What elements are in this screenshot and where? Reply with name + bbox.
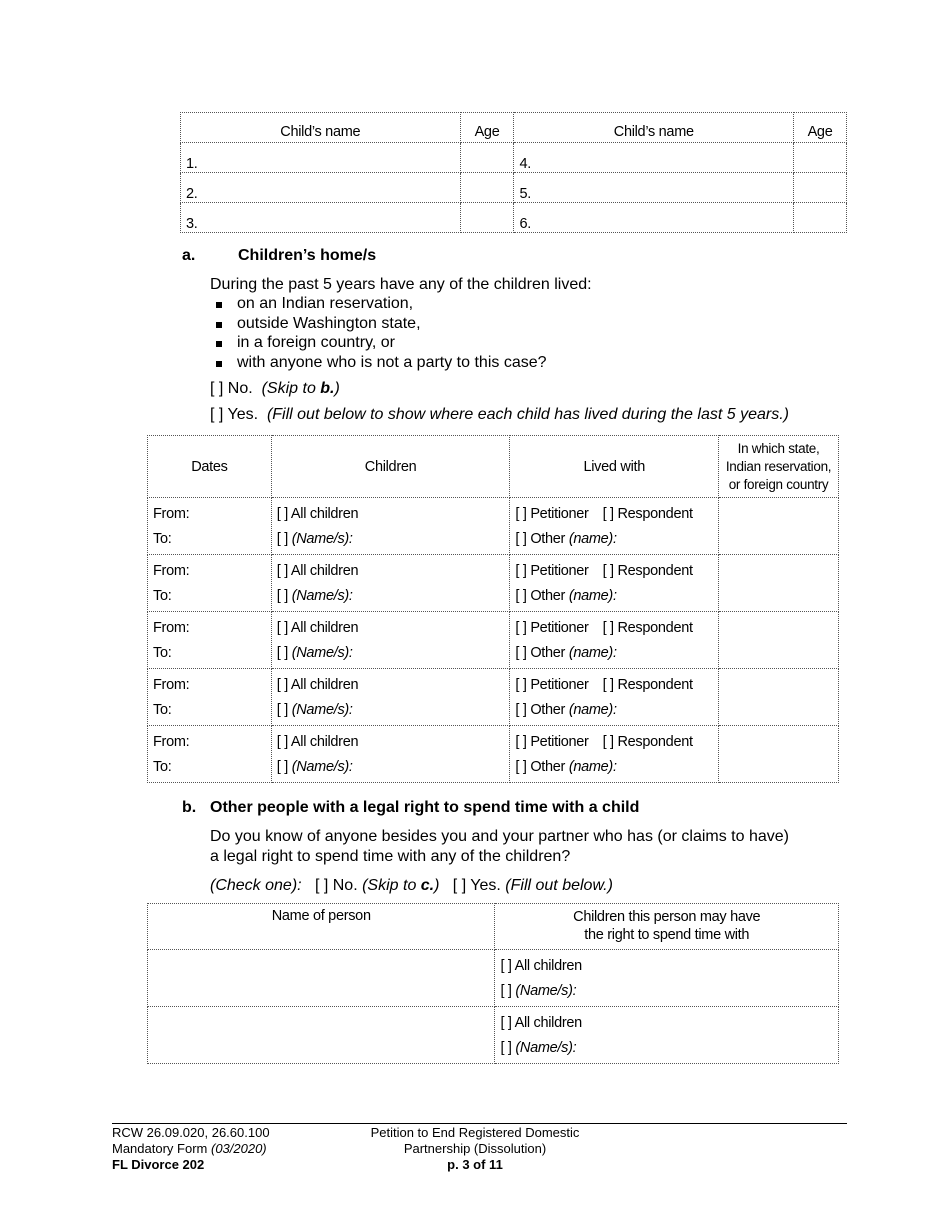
where-header <box>719 436 839 498</box>
from-label[interactable]: From: <box>153 563 190 579</box>
age-cell[interactable] <box>460 143 514 173</box>
row-number: 5. <box>519 186 531 202</box>
all-children-checkbox[interactable]: [ ] <box>276 620 288 636</box>
age-header: Age <box>794 113 847 143</box>
age-header: Age <box>460 113 514 143</box>
child-name-header: Child’s name <box>181 113 461 143</box>
where-header-line: or foreign country <box>728 476 829 492</box>
where-header-line: Indian reservation, <box>725 458 832 474</box>
children-header-line: the right to spend time with <box>584 927 750 943</box>
names-checkbox[interactable]: [ ] <box>276 759 288 775</box>
petitioner-label: Petitioner <box>530 506 589 522</box>
footer-center <box>340 1125 610 1173</box>
homes-row <box>148 612 839 669</box>
child-row-5[interactable] <box>514 173 794 203</box>
footer-title: Petition to End Registered Domestic <box>370 1125 580 1140</box>
bullet-text: on an Indian reservation, <box>237 295 414 312</box>
footer-form-date: (03/2020) <box>210 1141 267 1156</box>
bullet-icon <box>216 302 222 308</box>
children-header: Children <box>271 436 510 498</box>
yes-note: (Fill out below.) <box>505 877 613 894</box>
names-checkbox[interactable]: [ ] <box>276 531 288 547</box>
names-label: (Name/s): <box>291 645 353 661</box>
from-label[interactable]: From: <box>153 734 190 750</box>
section-a-title: Children’s home/s <box>238 247 377 264</box>
all-children-label: All children <box>290 563 359 579</box>
names-label: (Name/s): <box>291 702 353 718</box>
section-b-options <box>210 877 613 895</box>
all-children-label: All children <box>514 958 582 974</box>
age-cell[interactable] <box>794 203 847 233</box>
age-cell[interactable] <box>794 143 847 173</box>
all-children-checkbox[interactable]: [ ] <box>500 958 512 974</box>
section-b-text: a legal right to spend time with any of the children? <box>210 848 571 865</box>
child-row-2[interactable] <box>181 173 461 203</box>
all-children-label: All children <box>290 506 359 522</box>
bullet-text: outside Washington state, <box>237 315 421 332</box>
names-checkbox[interactable]: [ ] <box>500 983 512 999</box>
respondent-label: Respondent <box>617 734 693 750</box>
all-children-label: All children <box>290 677 359 693</box>
respondent-checkbox[interactable]: [ ] <box>602 677 614 693</box>
child-row-4[interactable] <box>514 143 794 173</box>
other-checkbox[interactable]: [ ] <box>515 531 527 547</box>
respondent-label: Respondent <box>617 563 693 579</box>
section-b-title: Other people with a legal right to spend time with a child <box>210 799 640 816</box>
to-label[interactable]: To: <box>153 531 172 547</box>
footer-left <box>112 1125 270 1173</box>
names-label: (Name/s): <box>515 983 577 999</box>
homes-row <box>148 726 839 783</box>
other-label: Other <box>530 531 566 547</box>
respondent-label: Respondent <box>617 506 693 522</box>
all-children-checkbox[interactable]: [ ] <box>276 734 288 750</box>
child-row-6[interactable] <box>514 203 794 233</box>
row-number: 1. <box>186 156 198 172</box>
yes-label: Yes. <box>470 877 501 894</box>
homes-row <box>148 669 839 726</box>
footer-rcw: RCW 26.09.020, 26.60.100 <box>112 1125 270 1140</box>
person-name-cell[interactable] <box>148 950 495 1007</box>
footer-page-number: p. 3 of 11 <box>447 1157 503 1172</box>
no-checkbox[interactable]: [ ] <box>210 380 224 397</box>
row-number: 2. <box>186 186 198 202</box>
bullet-text: in a foreign country, or <box>237 334 396 351</box>
petitioner-checkbox[interactable]: [ ] <box>515 563 527 579</box>
other-label: Other <box>530 645 566 661</box>
people-table <box>147 903 839 1064</box>
person-name-cell[interactable] <box>148 1007 495 1064</box>
to-label[interactable]: To: <box>153 588 172 604</box>
yes-checkbox[interactable]: [ ] <box>452 877 467 894</box>
bullet-icon <box>216 341 222 347</box>
no-checkbox[interactable]: [ ] <box>314 877 329 894</box>
section-b-text: Do you know of anyone besides you and your partner who has (or claims to have) <box>210 828 789 845</box>
child-name-header: Child’s name <box>514 113 794 143</box>
other-name-label: (name): <box>568 702 617 718</box>
section-a-intro: During the past 5 years have any of the children lived: <box>210 276 592 293</box>
age-cell[interactable] <box>794 173 847 203</box>
all-children-checkbox[interactable]: [ ] <box>500 1015 512 1031</box>
child-row-1[interactable] <box>181 143 461 173</box>
name-of-person-header: Name of person <box>148 904 495 950</box>
all-children-label: All children <box>514 1015 582 1031</box>
location-cell[interactable] <box>719 555 839 612</box>
all-children-label: All children <box>290 734 359 750</box>
names-checkbox[interactable]: [ ] <box>276 702 288 718</box>
to-label[interactable]: To: <box>153 759 172 775</box>
other-label: Other <box>530 759 566 775</box>
all-children-checkbox[interactable]: [ ] <box>276 506 288 522</box>
section-a-no-option <box>210 380 340 398</box>
age-cell[interactable] <box>460 173 514 203</box>
respondent-checkbox[interactable]: [ ] <box>602 506 614 522</box>
people-row <box>148 1007 839 1064</box>
children-header-line: Children this person may have <box>573 909 761 925</box>
petitioner-label: Petitioner <box>530 563 589 579</box>
other-name-label: (name): <box>568 645 617 661</box>
children-header <box>495 904 839 950</box>
skip-note-end: ) <box>434 877 440 894</box>
other-checkbox[interactable]: [ ] <box>515 759 527 775</box>
location-cell[interactable] <box>719 669 839 726</box>
child-row-3[interactable] <box>181 203 461 233</box>
petitioner-checkbox[interactable]: [ ] <box>515 506 527 522</box>
respondent-label: Respondent <box>617 677 693 693</box>
from-label[interactable]: From: <box>153 677 190 693</box>
where-header-line: In which state, <box>737 440 820 456</box>
other-checkbox[interactable]: [ ] <box>515 702 527 718</box>
skip-target: b. <box>320 380 335 397</box>
yes-label: Yes. <box>227 406 259 423</box>
names-checkbox[interactable]: [ ] <box>500 1040 512 1056</box>
age-cell[interactable] <box>460 203 514 233</box>
petitioner-label: Petitioner <box>530 734 589 750</box>
petitioner-label: Petitioner <box>530 677 589 693</box>
all-children-label: All children <box>290 620 359 636</box>
petitioner-checkbox[interactable]: [ ] <box>515 620 527 636</box>
respondent-checkbox[interactable]: [ ] <box>602 563 614 579</box>
location-cell[interactable] <box>719 498 839 555</box>
other-name-label: (name): <box>568 759 617 775</box>
lived-with-header: Lived with <box>510 436 719 498</box>
respondent-label: Respondent <box>617 620 693 636</box>
respondent-checkbox[interactable]: [ ] <box>602 620 614 636</box>
from-label[interactable]: From: <box>153 506 190 522</box>
other-label: Other <box>530 588 566 604</box>
other-checkbox[interactable]: [ ] <box>515 588 527 604</box>
homes-row <box>148 555 839 612</box>
section-a-yes-option <box>210 406 789 424</box>
all-children-checkbox[interactable]: [ ] <box>276 677 288 693</box>
bullet-icon <box>216 322 222 328</box>
names-checkbox[interactable]: [ ] <box>276 645 288 661</box>
section-a-letter: a. <box>182 247 196 264</box>
bullet-text: with anyone who is not a party to this case? <box>237 354 547 371</box>
to-label[interactable]: To: <box>153 645 172 661</box>
all-children-checkbox[interactable]: [ ] <box>276 563 288 579</box>
row-number: 3. <box>186 216 198 232</box>
names-label: (Name/s): <box>291 588 353 604</box>
footer-mandatory-form: Mandatory Form (03/2020) <box>112 1141 267 1156</box>
no-label: No. <box>227 380 253 397</box>
people-row <box>148 950 839 1007</box>
names-label: (Name/s): <box>515 1040 577 1056</box>
skip-target: c. <box>420 877 435 894</box>
other-label: Other <box>530 702 566 718</box>
footer-subtitle: Partnership (Dissolution) <box>403 1141 547 1156</box>
yes-note: (Fill out below to show where each child has lived during the last 5 years.) <box>266 406 789 423</box>
to-label[interactable]: To: <box>153 702 172 718</box>
children-table <box>180 112 847 233</box>
other-checkbox[interactable]: [ ] <box>515 645 527 661</box>
dates-header: Dates <box>148 436 272 498</box>
other-name-label: (name): <box>568 588 617 604</box>
bullet-icon <box>216 361 222 367</box>
skip-note: (Skip to <box>261 380 321 397</box>
petitioner-checkbox[interactable]: [ ] <box>515 734 527 750</box>
no-label: No. <box>332 877 358 894</box>
section-b-letter: b. <box>182 799 197 816</box>
respondent-checkbox[interactable]: [ ] <box>602 734 614 750</box>
footer-divider <box>112 1123 847 1124</box>
petitioner-label: Petitioner <box>530 620 589 636</box>
yes-checkbox[interactable]: [ ] <box>210 406 224 423</box>
other-name-label: (name): <box>568 531 617 547</box>
homes-row <box>148 498 839 555</box>
skip-note-end: ) <box>334 380 340 397</box>
petitioner-checkbox[interactable]: [ ] <box>515 677 527 693</box>
names-checkbox[interactable]: [ ] <box>276 588 288 604</box>
location-cell[interactable] <box>719 612 839 669</box>
homes-table <box>147 435 839 783</box>
names-label: (Name/s): <box>291 759 353 775</box>
from-label[interactable]: From: <box>153 620 190 636</box>
skip-note: (Skip to <box>362 877 421 894</box>
names-label: (Name/s): <box>291 531 353 547</box>
check-one-label: (Check one): <box>210 877 302 894</box>
footer-form-id: FL Divorce 202 <box>112 1157 205 1172</box>
row-number: 6. <box>519 216 531 232</box>
location-cell[interactable] <box>719 726 839 783</box>
row-number: 4. <box>519 156 531 172</box>
